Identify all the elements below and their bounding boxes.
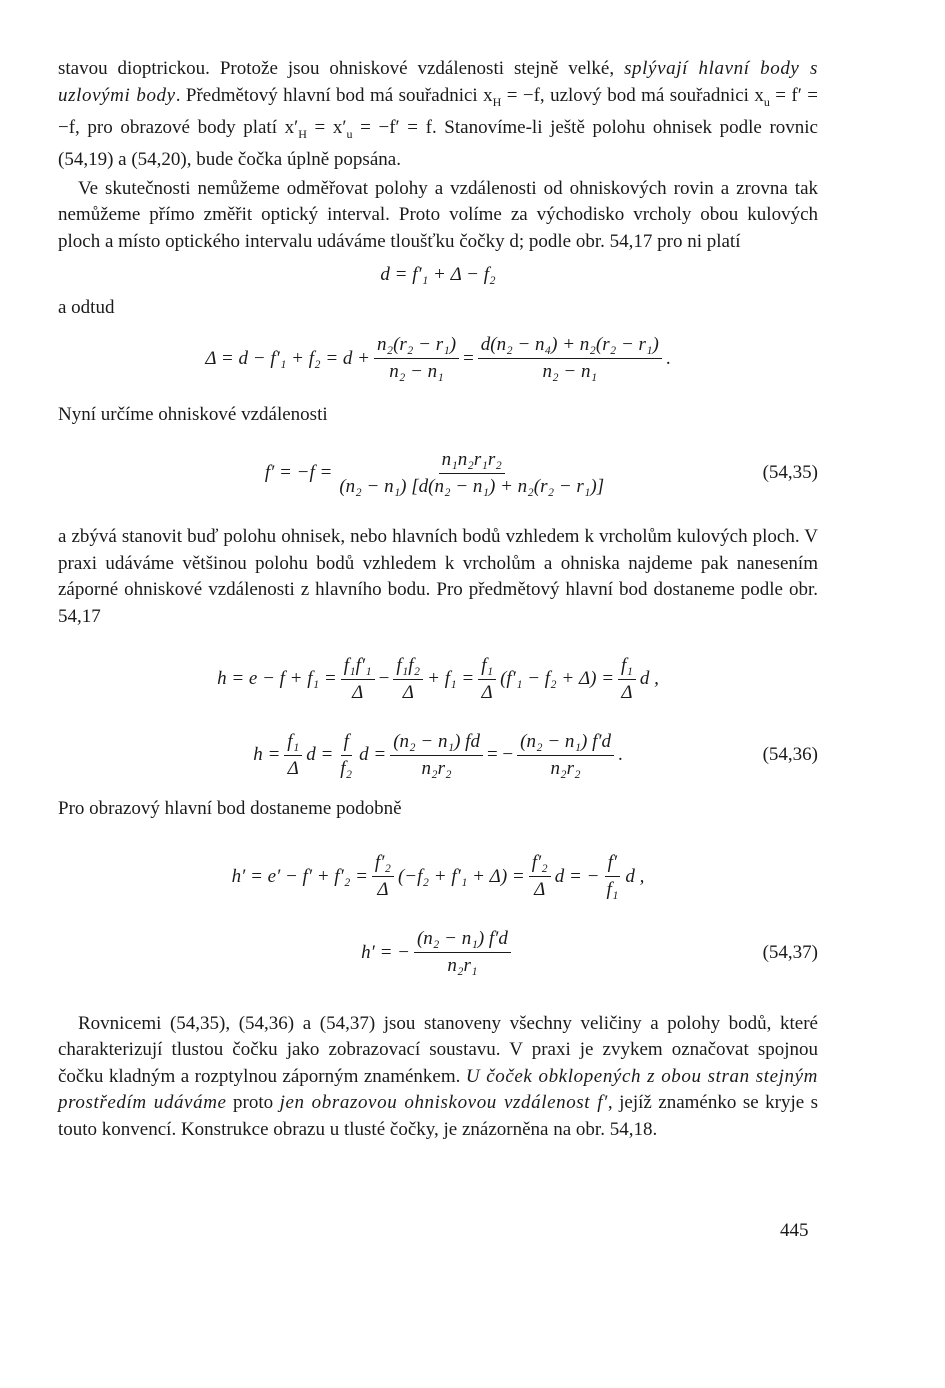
paragraph-1 (58, 56, 818, 174)
subscript-u-2: u (346, 126, 353, 141)
equation-delta-fraction-1 (374, 334, 459, 383)
equation-h1-frac4-den: Δ (621, 681, 633, 703)
equation-54-37-lhs: h′ = − (361, 941, 410, 963)
equation-54-36-lhs: h = (253, 744, 281, 766)
paragraph-4-italic-a: U čoček obklopených z obou stran stejným prostředím udáváme (58, 1065, 818, 1114)
equation-h1-frac2-den: Δ (402, 681, 414, 703)
equation-54-36-frac-4 (517, 731, 614, 780)
equation-h1-frac-4 (618, 655, 636, 704)
equation-h1-frac3-num: f₁ (478, 655, 496, 680)
equation-54-35-lhs: f′ = −f = (264, 462, 333, 484)
equation-54-37-fraction (414, 928, 511, 977)
equation-delta-frac1-den: n₂ − n₁ (389, 361, 444, 383)
paragraph-4-text-a: Rovnicemi (54,35), (54,36) a (54,37) jsou stanoveny všechny veličiny a polohy bodů, které charakterizují tlustou čočku jako zobrazovací soustavu. V praxi je zvykem označovat spojnou čočku kladným a rozptylnou záporným znaménkem. (58, 1012, 818, 1087)
paragraph-1-text-c: = −f, uzlový bod má souřadnici x (501, 84, 764, 106)
paragraph-1-italic: splývají hlavní body s uzlovými body (58, 58, 819, 106)
equation-54-36-frac2-num: f (341, 731, 352, 756)
paragraph-3: a zbývá stanovit buď polohu ohnisek, nebo hlavních bodů vzhledem k vrcholům kulových ploch. V praxi udáváme většinou polohu bodů vzhledem k vrcholům a ohniska najdeme pak nanesením záporné ohniskové vzdálenosti z hlavního bodu. Pro předmětový hlavní bod dostaneme podle obr. 54,17 (58, 526, 818, 627)
paragraph-4-text-b: proto (226, 1092, 280, 1114)
equation-54-35-den: (n₂ − n₁) [d(n₂ − n₁) + n₂(r₂ − r₁)] (339, 475, 605, 497)
equation-delta-equals: = (463, 347, 474, 369)
equation-delta-frac1-num: n₂(r₂ − r₁) (374, 334, 459, 359)
paragraph-1-text-f: = −f′ = f. Stanovíme-li ještě polohu ohnisek podle rovnic (54,19) a (54,20), bude čočka úplně popsána. (58, 116, 818, 171)
equation-54-36-frac-2 (337, 731, 355, 780)
equation-54-36-frac2-den: f₂ (340, 757, 353, 779)
paragraph-2: Ve skutečnosti nemůžeme odměřovat polohy a vzdálenosti od ohniskových rovin a zrovna tak nemůžeme přímo změřit optický interval. Proto volíme za východisko vrcholy obou kulových ploch a místo optického intervalu udáváme tloušťku čočky d; podle obr. 54,17 pro ni platí (58, 177, 818, 252)
equation-h1-frac1-num: f₁f′₁ (341, 655, 375, 680)
equation-54-36 (58, 720, 818, 790)
equation-delta-fraction-2 (478, 334, 662, 383)
equation-54-36-frac-1 (284, 731, 302, 780)
paragraph-1-text-a: stavou dioptrickou. Protože jsou ohniskové vzdálenosti stejně velké, (58, 58, 625, 79)
page-body (58, 46, 818, 1143)
text-nyni: Nyní určíme ohniskové vzdálenosti (58, 403, 328, 425)
equation-h1-end: d , (639, 668, 659, 690)
equation-54-37-den: n₂r₁ (447, 955, 478, 977)
equation-h2-frac3-num: f′ (605, 852, 620, 877)
equation-d-text: d = f′₁ + Δ − f₂ (380, 264, 496, 286)
equation-delta-frac2-den: n₂ − n₁ (542, 361, 598, 383)
equation-h1-frac-1 (341, 655, 375, 704)
paragraph-1-text-b: . Předmětový hlavní bod má souřadnici x (175, 84, 493, 106)
equation-delta-lhs: Δ = d − f′₁ + f₂ = d + (205, 347, 370, 369)
equation-h2-end: d , (625, 865, 645, 887)
equation-h2-mid: d = − (554, 865, 600, 887)
equation-h2-lhs: h′ = e′ − f′ + f′₂ = (231, 865, 368, 887)
equation-54-37 (58, 917, 818, 989)
equation-h2-frac1-den: Δ (377, 879, 389, 901)
equation-54-36-frac1-num: f₁ (284, 731, 302, 756)
equation-h2-frac3-den: f₁ (606, 879, 619, 901)
equation-delta (58, 326, 818, 392)
paragraph-1-text-e: = x′ (306, 116, 347, 138)
equation-54-35-fraction (336, 449, 607, 498)
text-obrazovy: Pro obrazový hlavní bod dostaneme podobně (58, 798, 402, 820)
equation-h2-frac-3 (603, 852, 621, 901)
paragraph-4-text-c: , jejíž znaménko se kryje s touto konvencí. Konstrukce obrazu u tlusté čočky, je znázorněna na obr. 54,18. (58, 1092, 819, 1140)
equation-54-35-num: n₁n₂r₁r₂ (439, 449, 505, 474)
equation-h1-paren: (f′₁ − f₂ + Δ) = (500, 668, 615, 690)
subscript-u: u (763, 94, 770, 109)
equation-h1-plus-f1: + f₁ = (427, 668, 475, 690)
equation-54-36-mid2: d = (359, 744, 387, 766)
paragraph-4-italic-b: jen obrazovou ohniskovou vzdálenost f′ (279, 1092, 608, 1114)
equation-54-37-num: (n₂ − n₁) f′d (414, 928, 511, 953)
equation-54-36-frac1-den: Δ (287, 757, 299, 779)
page-number: 445 (780, 1220, 809, 1241)
text-a-odtud: a odtud (58, 297, 115, 319)
equation-54-36-frac4-num: (n₂ − n₁) f′d (517, 731, 614, 756)
equation-54-36-frac4-den: n₂r₂ (550, 757, 581, 779)
equation-h1-frac-2 (393, 655, 423, 704)
paragraph-4 (58, 1011, 818, 1144)
equation-h1-frac3-den: Δ (481, 681, 493, 703)
equation-54-36-end: . (618, 744, 623, 766)
equation-h2-frac2-den: Δ (534, 879, 546, 901)
equation-54-36-mid1: d = (306, 744, 334, 766)
equation-54-36-frac-3 (390, 731, 483, 780)
equation-h2-frac1-num: f′₂ (372, 852, 394, 877)
equation-h-1 (58, 644, 818, 714)
equation-h2-frac2-num: f′₂ (529, 852, 551, 877)
equation-d (58, 255, 818, 295)
equation-h1-minus: − (378, 668, 390, 690)
equation-h1-frac4-num: f₁ (618, 655, 636, 680)
equation-h1-lhs: h = e − f + f₁ = (217, 668, 337, 690)
equation-number-54-35: (54,35) (762, 462, 818, 484)
equation-h-prime-1 (58, 841, 818, 913)
equation-54-36-frac3-den: n₂r₂ (421, 757, 452, 779)
equation-h2-frac-2 (529, 852, 551, 901)
paragraph-1-text-d: = f′ = −f, pro obrazové body platí x′ (58, 84, 818, 138)
equation-h1-frac1-den: Δ (352, 681, 364, 703)
subscript-h: H (492, 94, 502, 109)
equation-delta-end: . (665, 347, 671, 369)
equation-54-36-mid3: = − (486, 744, 514, 766)
equation-54-36-frac3-num: (n₂ − n₁) fd (390, 731, 483, 756)
equation-number-54-37: (54,37) (762, 941, 818, 963)
equation-delta-frac2-num: d(n₂ − n₄) + n₂(r₂ − r₁) (478, 334, 662, 359)
subscript-h-2: H (298, 126, 307, 141)
equation-number-54-36: (54,36) (762, 744, 818, 766)
equation-h2-paren: (−f₂ + f′₁ + Δ) = (397, 865, 525, 887)
equation-h2-frac-1 (372, 852, 394, 901)
equation-h1-frac2-num: f₁f₂ (393, 655, 423, 680)
equation-54-35 (58, 434, 818, 512)
equation-h1-frac-3 (478, 655, 496, 704)
